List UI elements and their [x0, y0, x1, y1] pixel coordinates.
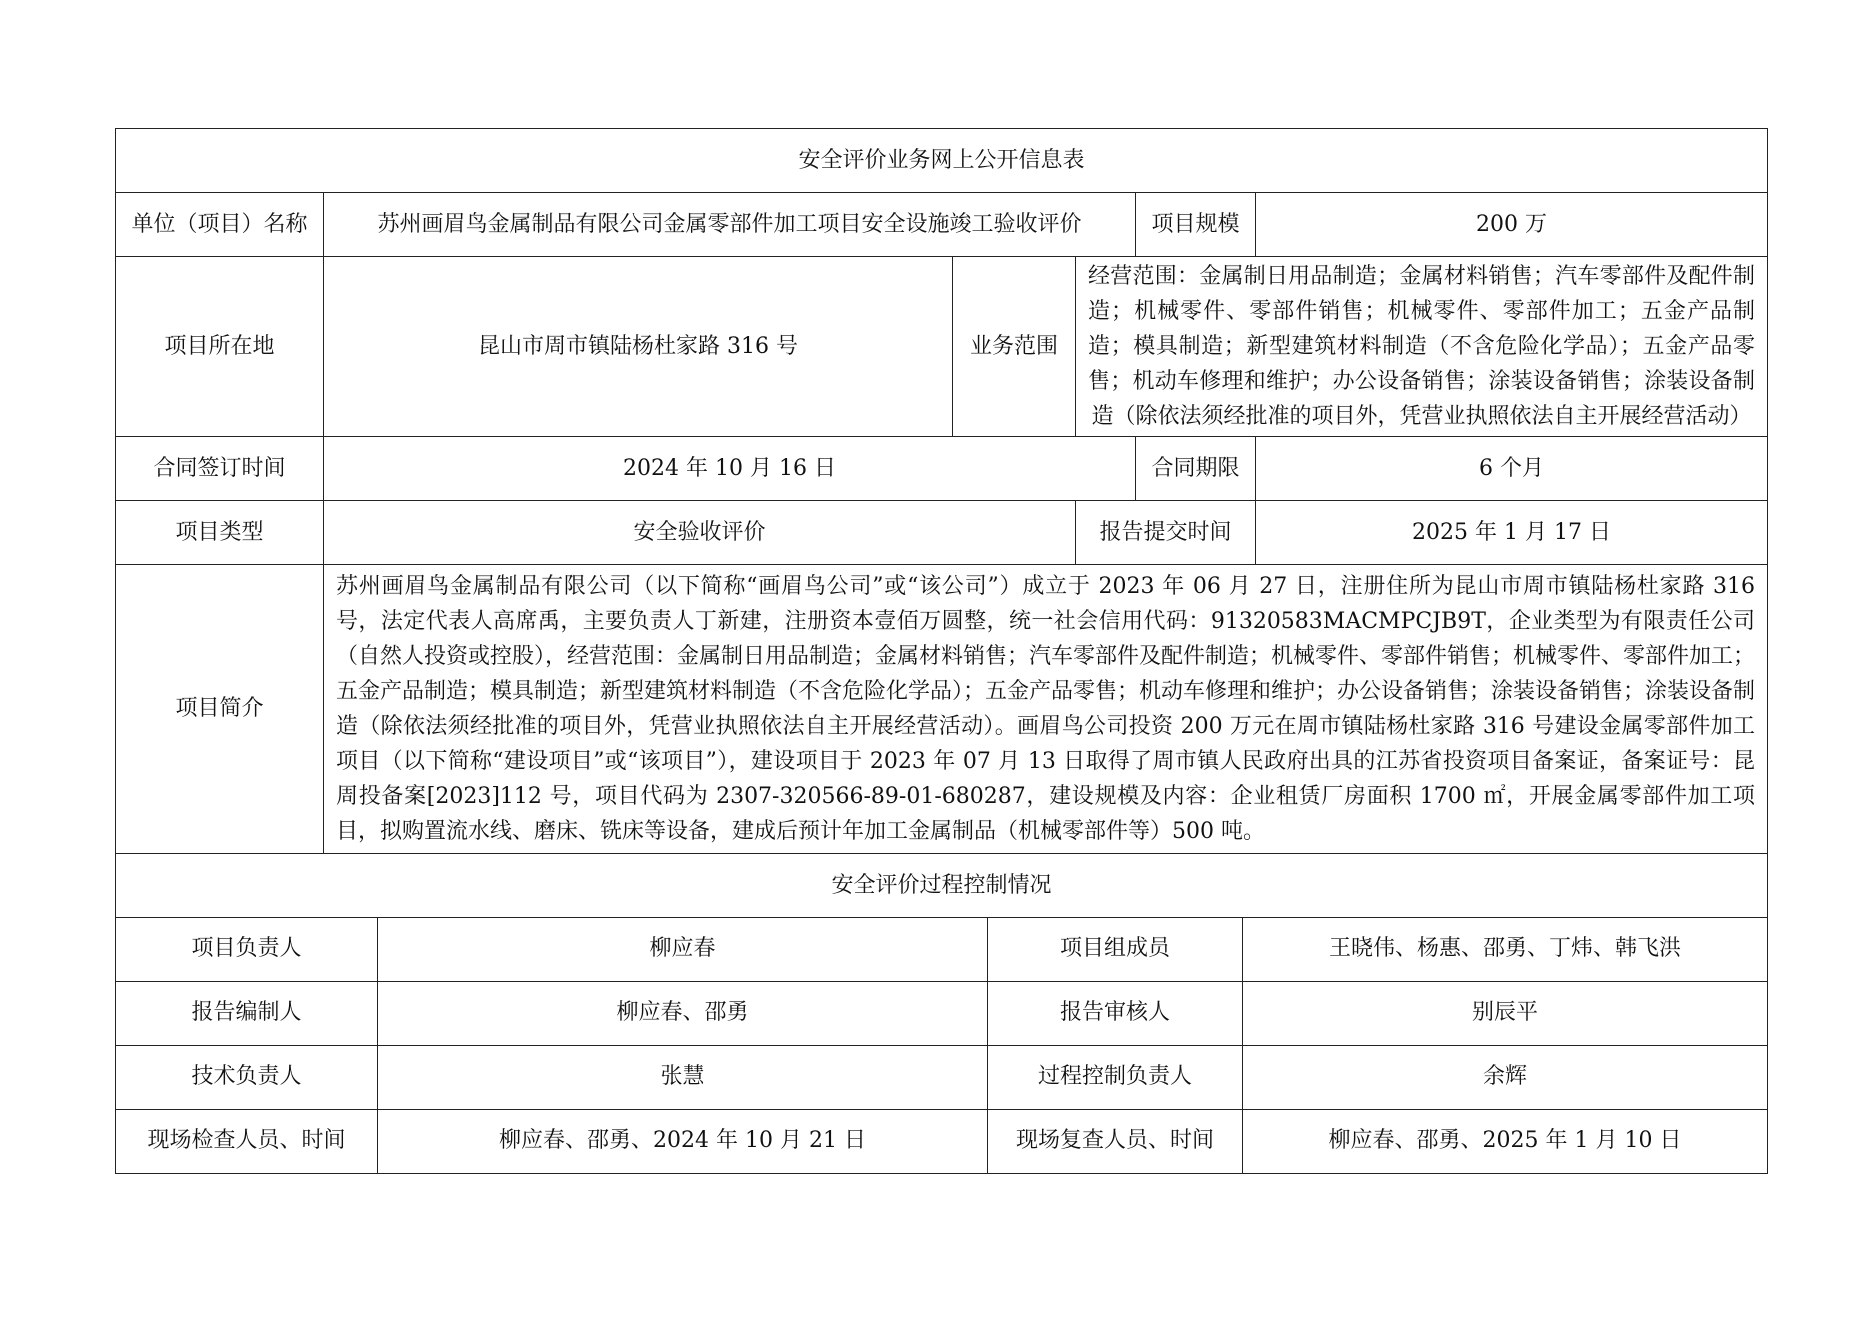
contract-date-label: 合同签订时间	[116, 437, 324, 501]
tech-value: 张慧	[378, 1045, 988, 1109]
business-label: 业务范围	[953, 257, 1076, 437]
author-value: 柳应春、邵勇	[378, 981, 988, 1045]
reviewer-value: 别辰平	[1243, 981, 1768, 1045]
inspect-value: 柳应春、邵勇、2024 年 10 月 21 日	[378, 1109, 988, 1173]
project-type-value: 安全验收评价	[324, 501, 1076, 565]
report-date-label: 报告提交时间	[1076, 501, 1256, 565]
recheck-value: 柳应春、邵勇、2025 年 1 月 10 日	[1243, 1109, 1768, 1173]
business-value: 经营范围：金属制日用品制造；金属材料销售；汽车零部件及配件制造；机械零件、零部件销售；机械零件、零部件加工；五金产品制造；模具制造；新型建筑材料制造（不含危险化学品）；五金产品零售；机动车修理和维护；办公设备销售；涂装设备销售；涂装设备制造（除依法须经批准的项目外，凭营业执照依法自主开展经营活动）	[1076, 257, 1768, 437]
leader-label: 项目负责人	[116, 917, 378, 981]
location-value: 昆山市周市镇陆杨杜家路 316 号	[324, 257, 953, 437]
inspect-label: 现场检查人员、时间	[116, 1109, 378, 1173]
control-value: 余辉	[1243, 1045, 1768, 1109]
location-label: 项目所在地	[116, 257, 324, 437]
members-label: 项目组成员	[988, 917, 1243, 981]
process-row	[116, 1045, 1768, 1109]
tech-label: 技术负责人	[116, 1045, 378, 1109]
process-row	[116, 917, 1768, 981]
intro-label: 项目简介	[116, 565, 324, 854]
info-table-process	[115, 917, 1768, 1174]
process-row	[116, 1109, 1768, 1173]
members-value: 王晓伟、杨惠、邵勇、丁炜、韩飞洪	[1243, 917, 1768, 981]
scale-value: 200 万	[1256, 193, 1768, 257]
report-date-value: 2025 年 1 月 17 日	[1256, 501, 1768, 565]
project-type-label: 项目类型	[116, 501, 324, 565]
process-row	[116, 981, 1768, 1045]
process-title: 安全评价过程控制情况	[116, 854, 1768, 918]
info-sheet	[115, 128, 1767, 1174]
table-title: 安全评价业务网上公开信息表	[116, 129, 1768, 193]
unit-label: 单位（项目）名称	[116, 193, 324, 257]
contract-term-value: 6 个月	[1256, 437, 1768, 501]
contract-date-value: 2024 年 10 月 16 日	[324, 437, 1136, 501]
recheck-label: 现场复查人员、时间	[988, 1109, 1243, 1173]
intro-value: 苏州画眉鸟金属制品有限公司（以下简称“画眉鸟公司”或“该公司”）成立于 2023 年 06 月 27 日，注册住所为昆山市周市镇陆杨杜家路 316 号，法定代表人高席禹，主要负责人丁新建，注册资本壹佰万圆整，统一社会信用代码：91320583MACMPCJB9T，企业类型为有限责任公司（自然人投资或控股），经营范围：金属制日用品制造；金属材料销售；汽车零部件及配件制造；机械零件、零部件销售；机械零件、零部件加工；五金产品制造；模具制造；新型建筑材料制造（不含危险化学品）；五金产品零售；机动车修理和维护；办公设备销售；涂装设备销售；涂装设备制造（除依法须经批准的项目外，凭营业执照依法自主开展经营活动）。画眉鸟公司投资 200 万元在周市镇陆杨杜家路 316 号建设金属零部件加工项目（以下简称“建设项目”或“该项目”），建设项目于 2023 年 07 月 13 日取得了周市镇人民政府出具的江苏省投资项目备案证，备案证号：昆周投备案[2023]112 号，项目代码为 2307-320566-89-01-680287，建设规模及内容：企业租赁厂房面积 1700 ㎡，开展金属零部件加工项目，拟购置流水线、磨床、铣床等设备，建成后预计年加工金属制品（机械零部件等）500 吨。	[324, 565, 1768, 854]
info-table-upper	[115, 128, 1768, 918]
scale-label: 项目规模	[1136, 193, 1256, 257]
unit-value: 苏州画眉鸟金属制品有限公司金属零部件加工项目安全设施竣工验收评价	[324, 193, 1136, 257]
author-label: 报告编制人	[116, 981, 378, 1045]
contract-term-label: 合同期限	[1136, 437, 1256, 501]
reviewer-label: 报告审核人	[988, 981, 1243, 1045]
leader-value: 柳应春	[378, 917, 988, 981]
control-label: 过程控制负责人	[988, 1045, 1243, 1109]
